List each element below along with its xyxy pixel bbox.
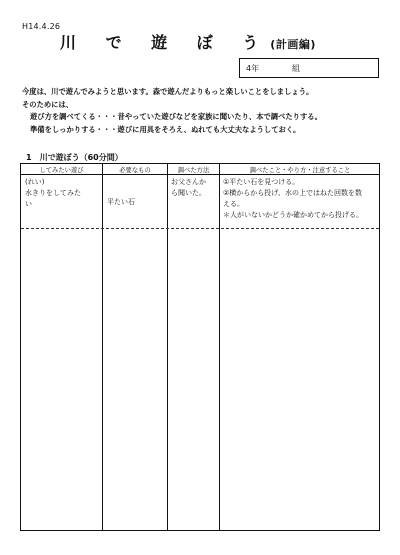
class-box: [239, 58, 379, 78]
grade-label: 4年: [246, 64, 260, 73]
example-play-line: 水きりをしてみた: [25, 189, 81, 197]
example-findings-line: ＊人がいないかどうか確かめてから投げる。: [223, 211, 363, 219]
intro-line: そのためには、: [22, 99, 74, 109]
intro-line: 遊び方を調べてくる・・・昔やっていた遊びなどを家族に聞いたり、本で調べたりする。: [30, 112, 322, 121]
title-sub: (計画編): [270, 38, 316, 51]
example-play: [25, 177, 81, 210]
column-divider: [102, 164, 103, 530]
example-play-line: (れい): [25, 178, 45, 186]
header-play: してみたい遊び: [39, 167, 84, 174]
example-play-line: い: [25, 200, 32, 208]
kumi-label: 組: [292, 64, 300, 73]
section-title: 1 川で遊ぼう（60分間）: [26, 153, 123, 162]
example-findings-line: える。: [223, 200, 244, 208]
title-main: 川 で 遊 ぼ う: [60, 33, 271, 52]
header-method: 調べた方法: [177, 167, 210, 174]
example-method: [171, 177, 206, 199]
column-divider: [167, 164, 168, 530]
example-findings-line: ①平たい石を見つける。: [223, 178, 300, 186]
intro-text: [22, 86, 322, 136]
example-items: [107, 197, 135, 208]
example-items-line: 平たい石: [107, 198, 135, 206]
intro-line: 今度は、川で遊んでみようと思います。森で遊んだよりもっと楽しいことをしましょう。: [22, 87, 314, 96]
intro-line: 準備をしっかりする・・・遊びに用具をそろえ、ぬれても大丈夫なようしておく。: [30, 124, 301, 134]
example-method-line: お父さんか: [171, 178, 206, 186]
header-findings: 調べたこと・やり方・注意すること: [249, 167, 351, 174]
example-method-line: ら聞いた。: [171, 189, 206, 197]
row-divider: [21, 228, 379, 229]
example-findings: [223, 177, 363, 221]
page-title: [60, 30, 316, 53]
example-findings-line: ②横からから投げ、水の上ではねた回数を数: [223, 189, 362, 197]
column-divider: [219, 164, 220, 530]
header-items: 必要なもの: [119, 167, 151, 174]
date: H14.4.26: [22, 22, 61, 31]
plan-table: [20, 163, 380, 531]
